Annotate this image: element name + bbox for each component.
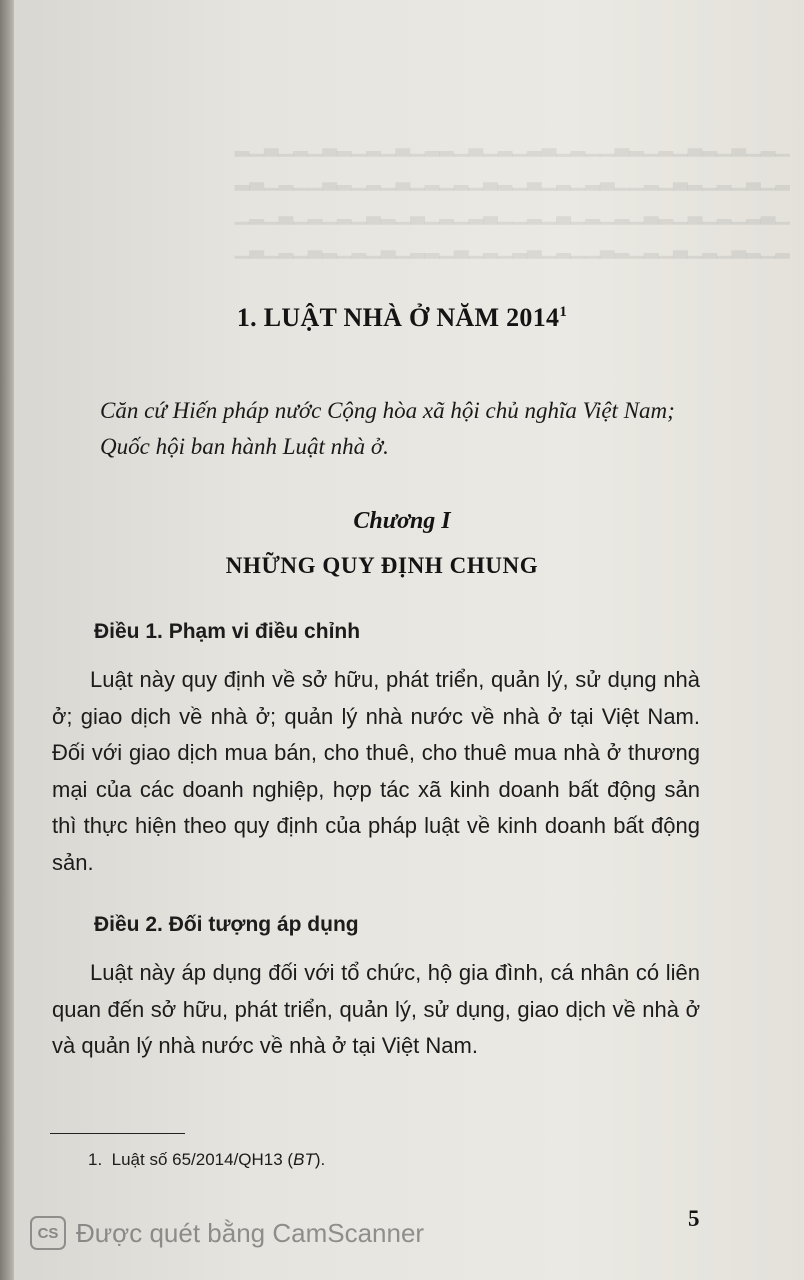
footnote-text: Luật số 65/2014/QH13 ( — [111, 1150, 294, 1169]
watermark-text: Được quét bằng CamScanner — [76, 1217, 425, 1248]
article-1-heading: Điều 1. Phạm vi điều chỉnh — [94, 620, 361, 643]
preamble-line: Căn cứ Hiến pháp nước Cộng hòa xã hội chủ nghĩa Việt Nam; — [100, 398, 675, 423]
chapter-name: NHỮNG QUY ĐỊNH CHUNG — [225, 553, 539, 578]
article-2-heading: Điều 2. Đối tượng áp dụng — [94, 913, 359, 936]
preamble — [100, 393, 700, 465]
preamble-line: Quốc hội ban hành Luật nhà ở. — [100, 434, 389, 459]
title-footnote-ref: 1 — [559, 304, 568, 320]
camscanner-watermark — [30, 1213, 424, 1253]
law-title-text: 1. LUẬT NHÀ Ở NĂM 2014 — [236, 303, 560, 332]
footnote-divider — [50, 1133, 185, 1134]
camscanner-logo-icon: CS — [30, 1216, 66, 1250]
footnote-italic: BT — [293, 1150, 315, 1169]
law-title — [0, 303, 804, 333]
footnote-text-end: ). — [314, 1150, 326, 1169]
footnote — [88, 1150, 325, 1170]
chapter-label: Chương I — [353, 508, 451, 534]
article-1-body: Luật này quy định về sở hữu, phát triển, quản lý, sử dụng nhà ở; giao dịch về nhà ở; quản lý nhà nước về nhà ở tại Việt Nam. Đối với giao dịch mua bán, cho thuê, cho thuê mua nhà ở thương mại của các doanh nghiệp, hợp tác xã kinh doanh bất động sản thì thực hiện theo quy định của pháp luật về kinh doanh bất động sản. — [52, 667, 700, 875]
page-number: 5 — [688, 1206, 700, 1231]
bleed-through-texture: ▁▂▁▃▁▂▃▁▂▁▂▃▁▁▂▁▃▂▁▂▁▃▁▂▂▁▃▁▂▁▂▃▁▂▁▃▁▂ ▂▁▃▁▂▁▂▃▁▂▁▁▃▂▁▂▁▃▁▂▃▁▂▁▂▁▃▁▂▁▂▃▁▁▂▁▃▂ ▁▃▂▁▂▁▃▁▂▃▁▂▁▂▁▃▁▂▁▁▃▂▁▂▁▃▁▂▃▁▂▁▂▁▃▁▂▁ ▂▁▂▃▁▂▁▃▁▂▁▂▃▁▁▂▁▃▂▁▂▁▃▁▂▂▁▃▁▂▁▂▃▁▂▁▃▁ — [234, 136, 790, 259]
footnote-number: 1. — [88, 1150, 103, 1169]
article-2-body: Luật này áp dụng đối với tổ chức, hộ gia đình, cá nhân có liên quan đến sở hữu, phát triển, quản lý, sử dụng, giao dịch về nhà ở và quản lý nhà nước về nhà ở tại Việt Nam. — [52, 960, 700, 1058]
